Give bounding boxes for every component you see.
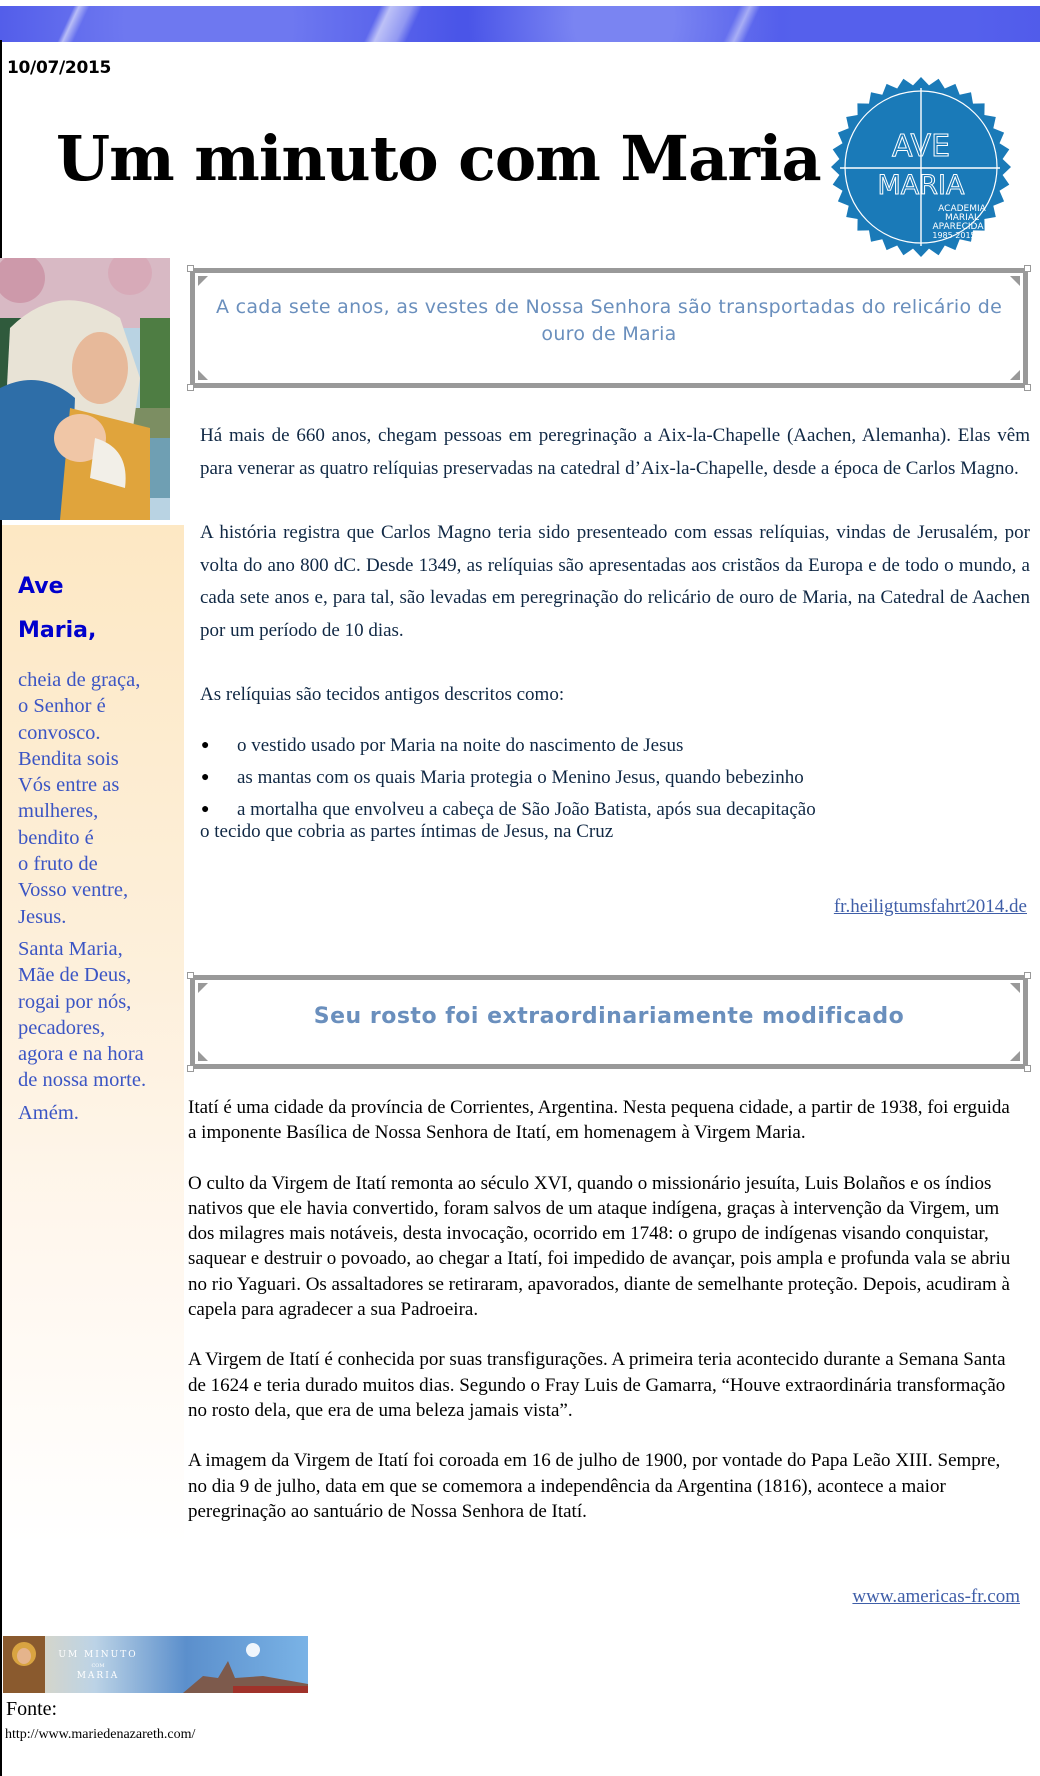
frame-corner-ornament <box>1024 1065 1031 1072</box>
relics-list-item: ● o vestido usado por Maria na noite do nascimento de Jesus <box>200 730 1030 762</box>
logo-years: 1985 2015 <box>932 231 976 240</box>
article1-paragraph: A história registra que Carlos Magno teria sido presenteado com essas relíquias, vindas de Jerusalém, por volta do ano 800 dC. Desde 1349, as relíquias são apresentadas aos cristãos da Europa e de todo o mundo, a cada sete anos e, para tal, são levadas em peregrinação do relicário de ouro de Maria, na Catedral de Aachen por um período de 10 dias. <box>200 522 1030 641</box>
frame-corner-ornament <box>1010 370 1020 380</box>
banner-text-line2: COM <box>91 1663 105 1669</box>
prayer-line: de nossa morte. <box>18 1069 147 1092</box>
article2-title: Seu rosto foi extraordinariamente modificado <box>313 1004 905 1029</box>
frame-corner-ornament <box>1024 265 1031 272</box>
prayer-line: Jesus. <box>18 905 67 928</box>
article1-title: A cada sete anos, as vestes de Nossa Senhora são transportadas do relicário de ouro de Maria <box>215 296 1003 345</box>
frame-corner-ornament <box>1024 384 1031 391</box>
ave-maria-prayer <box>2 525 184 1545</box>
frame-corner-ornament <box>187 384 194 391</box>
prayer-line: Vosso ventre, <box>18 879 129 902</box>
frame-corner-ornament <box>187 972 194 979</box>
prayer-title-ave: Ave <box>18 574 64 599</box>
prayer-stanza <box>18 936 184 1094</box>
logo-text-maria: MARIA <box>877 170 965 201</box>
article2-title-frame <box>190 975 1028 1069</box>
article1-source-link[interactable]: fr.heiligtumsfahrt2014.de <box>833 896 1027 917</box>
top-banner <box>0 6 1040 42</box>
prayer-text <box>18 667 184 1126</box>
article1-paragraph: As relíquias são tecidos antigos descritos como: <box>200 684 565 705</box>
logo-org-line1: ACADEMIA <box>938 204 986 214</box>
frame-corner-ornament <box>198 370 208 380</box>
article2-paragraph: A Virgem de Itatí é conhecida por suas transfigurações. A primeira teria acontecido durante a Semana Santa de 1624 e teria durado muitos dias. Segundo o Fray Luis de Gamarra, “Houve extraordinária transformação no rosto dela, que era de uma beleza jamais vista”. <box>188 1349 1006 1421</box>
frame-corner-ornament <box>187 1065 194 1072</box>
relics-list <box>200 730 1030 826</box>
prayer-line: mulheres, <box>18 800 99 823</box>
relics-list-trailing-line: o tecido que cobria as partes íntimas de Jesus, na Cruz <box>200 820 614 842</box>
article2-paragraph: O culto da Virgem de Itatí remonta ao século XVI, quando o missionário jesuíta, Luis Bolaños e os índios nativos que ele havia convertido, foram salvos de um ataque indígena, graças à intervenção da Virgem, um dos milagres mais notáveis, desta invocação, ocorrido em 1748: o grupo de indígenas visando conquistar, saquear e destruir o povoado, ao chegar a Itatí, foi impedido de avançar, pois ampla e profunda vala se abriu no rio Yaguari. Os assaltadores se retiraram, apavorados, diante de semelhante proteção. Depois, acudiram à capela para agradecer a sua Padroeira. <box>188 1172 1011 1321</box>
prayer-line: Bendita sois <box>18 747 119 770</box>
prayer-line: Vós entre as <box>18 774 120 797</box>
prayer-stanza <box>18 1100 184 1126</box>
source-label: Fonte: <box>6 1698 58 1720</box>
article1-body <box>200 420 1030 842</box>
virgin-mary-image <box>0 258 170 520</box>
prayer-line: Mãe de Deus, <box>18 964 132 987</box>
prayer-line: o Senhor é <box>18 695 106 718</box>
logo-text-ave: AVE <box>891 129 951 164</box>
frame-corner-ornament <box>198 276 208 286</box>
prayer-line: rogai por nós, <box>18 990 132 1013</box>
prayer-title-maria: Maria, <box>18 618 97 643</box>
logo-org-line3: APARECIDA <box>932 222 984 232</box>
prayer-line: o fruto de <box>18 853 98 876</box>
relics-list-item: ● as mantas com os quais Maria protegia o Menino Jesus, quando bebezinho <box>200 762 1030 794</box>
frame-corner-ornament <box>1010 983 1020 993</box>
article2-paragraph: Itatí é uma cidade da província de Corrientes, Argentina. Nesta pequena cidade, a partir de 1938, foi erguida a imponente Basílica de Nossa Senhora de Itatí, em homenagem à Virgem Maria. <box>188 1097 1010 1144</box>
logo-org-line2: MARIAL <box>944 213 980 223</box>
frame-corner-ornament <box>198 983 208 993</box>
newsletter-date: 10/07/2015 <box>7 58 112 78</box>
prayer-line: cheia de graça, <box>18 669 141 691</box>
prayer-line: bendito é <box>18 826 94 849</box>
prayer-line: convosco. <box>18 721 101 744</box>
article2-source-link[interactable]: www.americas-fr.com <box>852 1586 1020 1607</box>
banner-artwork <box>3 1636 308 1693</box>
banner-text-line1: UM MINUTO <box>58 1650 138 1660</box>
article1-paragraph: Há mais de 660 anos, chegam pessoas em peregrinação a Aix-la-Chapelle (Aachen, Alemanha). Elas vêm para venerar as quatro relíquias preservadas na catedral d’Aix-la-Chapelle, desde a época de Carlos Magno. <box>200 425 1030 479</box>
frame-corner-ornament <box>198 1051 208 1061</box>
prayer-line: Santa Maria, <box>18 937 123 960</box>
prayer-line: agora e na hora <box>18 1043 144 1066</box>
frame-corner-ornament <box>1010 276 1020 286</box>
um-minuto-com-maria-banner <box>3 1636 308 1693</box>
frame-corner-ornament <box>1024 972 1031 979</box>
article1-title-frame <box>190 268 1028 388</box>
source-url[interactable]: http://www.mariedenazareth.com/ <box>5 1727 196 1742</box>
banner-text-line3: MARIA <box>76 1671 120 1681</box>
ave-maria-logo <box>830 76 1012 258</box>
article2-body <box>188 1095 1016 1549</box>
prayer-stanza <box>18 667 184 930</box>
frame-corner-ornament <box>1010 1051 1020 1061</box>
frame-corner-ornament <box>187 265 194 272</box>
prayer-line: Amém. <box>18 1101 79 1124</box>
logo-seal-icon <box>831 77 1011 257</box>
newsletter-title: Um minuto com Maria <box>56 122 821 195</box>
prayer-line: pecadores, <box>18 1016 106 1039</box>
relics-list-item: ● a mortalha que envolveu a cabeça de São João Batista, após sua decapitação <box>200 794 1030 826</box>
article2-paragraph: A imagem da Virgem de Itatí foi coroada em 16 de julho de 1900, por vontade do Papa Leão XIII. Sempre, no dia 9 de julho, data em que se comemora a independência da Argentina (1816), acontece a maior peregrinação ao santuário de Nossa Senhora de Itatí. <box>188 1450 1001 1522</box>
